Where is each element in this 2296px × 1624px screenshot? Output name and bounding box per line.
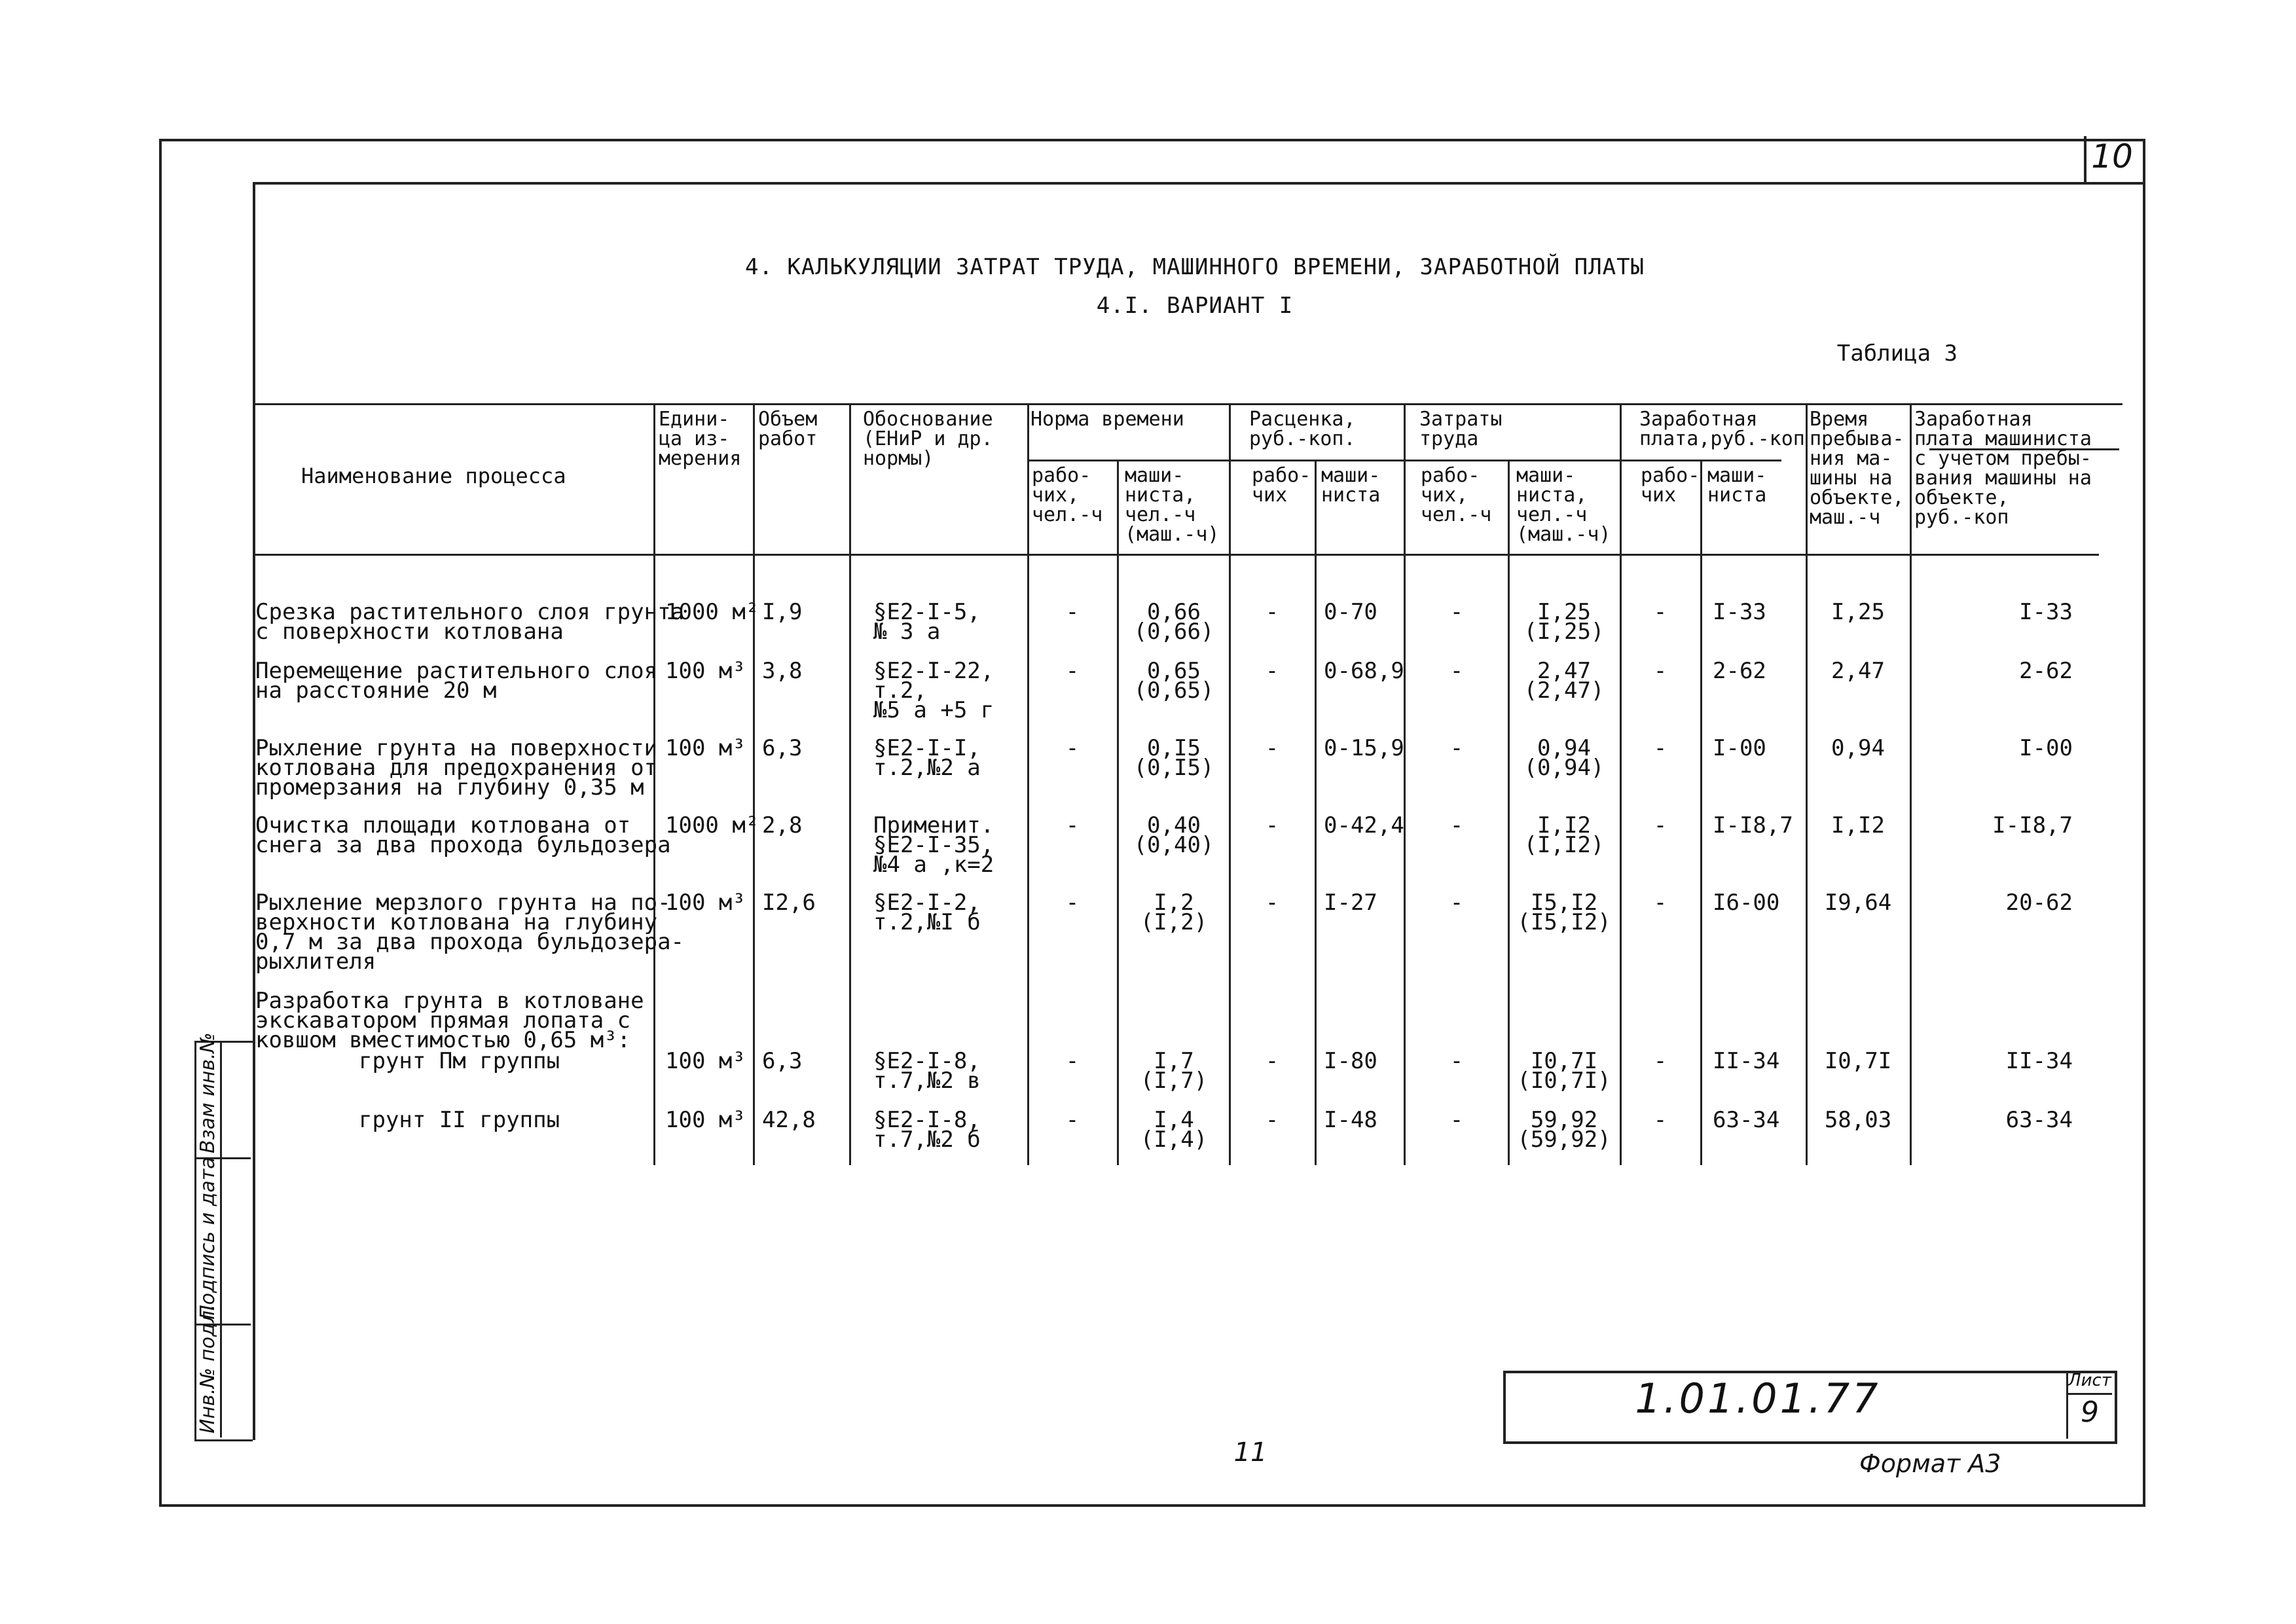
row-labor-workers: - — [1449, 735, 1464, 761]
row-rate-workers: - — [1265, 812, 1279, 839]
row-wage-workers: - — [1653, 735, 1667, 761]
header-labor: Затраты труда — [1419, 408, 1503, 450]
row-stay: I9,64 — [1824, 890, 1892, 916]
row-rate-workers: - — [1265, 1107, 1279, 1133]
row-wage-machinist: 63-34 — [1713, 1107, 1780, 1133]
header-labor-workers: рабо- чих, чел.-ч — [1421, 464, 1492, 526]
row-labor-workers: - — [1449, 812, 1464, 839]
row-rate-workers: - — [1265, 658, 1279, 684]
row-wage-stay: 2-62 — [2019, 658, 2073, 684]
footer-number: 11 — [1233, 1437, 1267, 1468]
row-basis: §Е2-I-2, т.2,№I б — [873, 890, 981, 935]
row-wage-workers: - — [1653, 1048, 1667, 1074]
row-labor-workers: - — [1449, 599, 1464, 625]
sheet-number: 9 — [2081, 1396, 2099, 1429]
row-wage-stay: I-I8,7 — [1992, 812, 2073, 839]
document-subtitle: 4.I. ВАРИАНТ I — [1096, 293, 1294, 319]
row-wage-stay: 20-62 — [2005, 890, 2073, 916]
row-stay: 58,03 — [1824, 1107, 1892, 1133]
format-label: Формат А3 — [1859, 1449, 2001, 1478]
row-unit: 1000 м² — [665, 812, 759, 839]
row-volume: 6,3 — [762, 735, 803, 761]
col-rule — [753, 403, 755, 1165]
row-labor-machinist: I5,I2 (I5,I2) — [1517, 890, 1611, 935]
row-labor-workers: - — [1449, 1048, 1464, 1074]
row-labor-machinist: 59,92 (59,92) — [1517, 1107, 1611, 1153]
header-labor-machinist: маши- ниста, чел.-ч (маш.-ч) — [1516, 464, 1611, 546]
row-unit: 100 м³ — [665, 658, 746, 684]
row-wage-workers: - — [1653, 599, 1667, 625]
header-wage-machinist: маши- ниста — [1707, 464, 1767, 507]
row-rate-machinist: 0-68,9 — [1324, 658, 1404, 684]
header-wage-stay: Заработная плата машиниста с учетом пребы- вания машины на объекте, руб.-коп — [1914, 408, 2092, 529]
row-name: Перемещение растительного слоя на расстояние 20 м — [255, 658, 658, 704]
header-norm-workers: рабо- чих, чел.-ч — [1032, 464, 1103, 526]
col-rule — [1700, 460, 1702, 1165]
row-wage-machinist: I6-00 — [1713, 890, 1780, 916]
document-title: 4. КАЛЬКУЛЯЦИИ ЗАТРАТ ТРУДА, МАШИННОГО ВРЕМЕНИ, ЗАРАБОТНОЙ ПЛАТЫ — [744, 254, 1645, 280]
row-wage-stay: 63-34 — [2005, 1107, 2073, 1133]
row-norm-machinist: 0,65 (0,65) — [1133, 658, 1214, 704]
row-name: Рыхление грунта на поверхности котлована для предохранения от промерзания на глубину 0,35 м — [255, 735, 658, 801]
row-wage-workers: - — [1653, 812, 1667, 839]
header-rate: Расценка, руб.-коп. — [1249, 408, 1356, 450]
table-label: Таблица 3 — [1836, 340, 1958, 367]
row-volume: I2,6 — [762, 890, 816, 916]
row-unit: 100 м³ — [665, 1048, 746, 1074]
row-stay: I,25 — [1831, 599, 1885, 625]
row-rate-machinist: 0-15,9 — [1324, 735, 1404, 761]
row-basis: Применит. §Е2-I-35, №4 а ,к=2 — [873, 812, 994, 878]
row-name: Рыхление мерзлого грунта на по- верхности котлована на глубину 0,7 м за два прохода бульдозера- рыхлителя — [255, 890, 685, 975]
row-volume: 3,8 — [762, 658, 803, 684]
col-rule — [1806, 403, 1808, 1165]
row-norm-machinist: I,4 (I,4) — [1140, 1107, 1208, 1153]
row-norm-workers: - — [1065, 890, 1080, 916]
row-rate-machinist: 0-42,4 — [1324, 812, 1404, 839]
row-rate-machinist: I-80 — [1324, 1048, 1377, 1074]
row-norm-machinist: I,7 (I,7) — [1140, 1048, 1208, 1094]
col-rule — [1910, 403, 1912, 1165]
row-wage-machinist: 2-62 — [1713, 658, 1766, 684]
row-labor-machinist: I0,7I (I0,7I) — [1517, 1048, 1611, 1094]
sheet-box-rule — [2066, 1393, 2112, 1395]
row-labor-machinist: I,25 (I,25) — [1523, 599, 1605, 645]
row-name: Срезка растительного слоя грунта с поверхности котлована — [255, 599, 685, 645]
row-stay: 2,47 — [1831, 658, 1885, 684]
header-wage: Заработная плата,руб.-коп — [1639, 408, 1805, 450]
row-basis: §Е2-I-22, т.2, №5 а +5 г — [873, 658, 994, 723]
row-name: Разработка грунта в котловане экскаватором прямая лопата с ковшом вместимостью 0,65 м³: — [255, 988, 644, 1053]
header-stay: Время пребыва- ния ма- шины на объекте, маш.-ч — [1810, 408, 1904, 529]
row-rate-workers: - — [1265, 599, 1279, 625]
row-rate-workers: - — [1265, 735, 1279, 761]
col-rule — [849, 403, 851, 1165]
header-rate-workers: рабо- чих — [1252, 464, 1311, 507]
row-labor-workers: - — [1449, 1107, 1464, 1133]
header-norm-machinist: маши- ниста, чел.-ч (маш.-ч) — [1125, 464, 1220, 546]
row-basis: §Е2-I-I, т.2,№2 а — [873, 735, 981, 781]
row-norm-machinist: 0,I5 (0,I5) — [1133, 735, 1214, 781]
row-norm-workers: - — [1065, 1107, 1080, 1133]
row-stay: 0,94 — [1831, 735, 1885, 761]
header-name: Наименование процесса — [301, 463, 566, 488]
row-stay: I,I2 — [1831, 812, 1885, 839]
row-norm-workers: - — [1065, 658, 1080, 684]
header-rate-machinist: маши- ниста — [1321, 464, 1381, 507]
row-name: Очистка площади котлована от снега за два прохода бульдозера — [255, 812, 671, 858]
row-volume: 6,3 — [762, 1048, 803, 1074]
row-unit: 100 м³ — [665, 1107, 746, 1133]
row-labor-workers: - — [1449, 890, 1464, 916]
header-bottom-rule — [255, 554, 2099, 556]
table-top-rule — [255, 403, 2123, 405]
document-code: 1.01.01.77 — [1635, 1375, 1881, 1422]
row-wage-stay: I-33 — [2019, 599, 2073, 625]
row-rate-workers: - — [1265, 890, 1279, 916]
row-norm-workers: - — [1065, 812, 1080, 839]
row-labor-machinist: 2,47 (2,47) — [1523, 658, 1605, 704]
row-wage-machinist: I-00 — [1713, 735, 1766, 761]
header-unit: Едини- ца из- мерения — [659, 408, 742, 470]
side-stamp-divider — [220, 1041, 222, 1437]
side-stamp-replace: Взам инв.№ — [196, 1032, 219, 1153]
inner-frame — [253, 182, 2140, 1440]
row-unit: 100 м³ — [665, 735, 746, 761]
side-stamp-sign: Подпись и дата — [196, 1157, 219, 1320]
row-basis: §Е2-I-8, т.7,№2 в — [873, 1048, 981, 1094]
row-rate-machinist: I-48 — [1324, 1107, 1377, 1133]
row-volume: 2,8 — [762, 812, 803, 839]
row-labor-machinist: 0,94 (0,94) — [1523, 735, 1605, 781]
row-norm-workers: - — [1065, 599, 1080, 625]
row-norm-machinist: 0,40 (0,40) — [1133, 812, 1214, 858]
row-wage-workers: - — [1653, 658, 1667, 684]
row-norm-machinist: 0,66 (0,66) — [1133, 599, 1214, 645]
row-wage-workers: - — [1653, 890, 1667, 916]
row-labor-machinist: I,I2 (I,I2) — [1523, 812, 1605, 858]
header-wage-workers: рабо- чих — [1641, 464, 1700, 507]
row-volume: 42,8 — [762, 1107, 816, 1133]
header-norm: Норма времени — [1030, 408, 1184, 431]
row-unit: 1000 м² — [665, 599, 759, 625]
row-basis: §Е2-I-5, № 3 а — [873, 599, 981, 645]
row-name: грунт Пм группы — [359, 1048, 560, 1074]
col-rule — [1315, 460, 1317, 1165]
row-wage-stay: I-00 — [2019, 735, 2073, 761]
row-wage-workers: - — [1653, 1107, 1667, 1133]
side-stamp-inv: Инв.№ подл. — [196, 1304, 219, 1434]
row-rate-workers: - — [1265, 1048, 1279, 1074]
sheet-label: Лист — [2068, 1371, 2111, 1390]
row-wage-machinist: II-34 — [1713, 1048, 1780, 1074]
row-norm-workers: - — [1065, 1048, 1080, 1074]
col-rule — [1117, 460, 1119, 1165]
row-stay: I0,7I — [1824, 1048, 1892, 1074]
row-basis: §Е2-I-8, т.7,№2 б — [873, 1107, 981, 1153]
row-wage-stay: II-34 — [2005, 1048, 2073, 1074]
page-number: 10 — [2091, 137, 2133, 175]
row-name: грунт II группы — [359, 1107, 560, 1133]
row-wage-machinist: I-33 — [1713, 599, 1766, 625]
row-volume: I,9 — [762, 599, 803, 625]
col-rule — [1404, 403, 1406, 1165]
row-labor-workers: - — [1449, 658, 1464, 684]
row-norm-machinist: I,2 (I,2) — [1140, 890, 1208, 935]
row-rate-machinist: 0-70 — [1324, 599, 1377, 625]
header-volume: Объем работ — [758, 408, 818, 450]
header-basis: Обоснование (ЕНиР и др. нормы) — [863, 408, 993, 470]
row-wage-machinist: I-I8,7 — [1713, 812, 1793, 839]
row-norm-workers: - — [1065, 735, 1080, 761]
row-rate-machinist: I-27 — [1324, 890, 1377, 916]
row-unit: 100 м³ — [665, 890, 746, 916]
